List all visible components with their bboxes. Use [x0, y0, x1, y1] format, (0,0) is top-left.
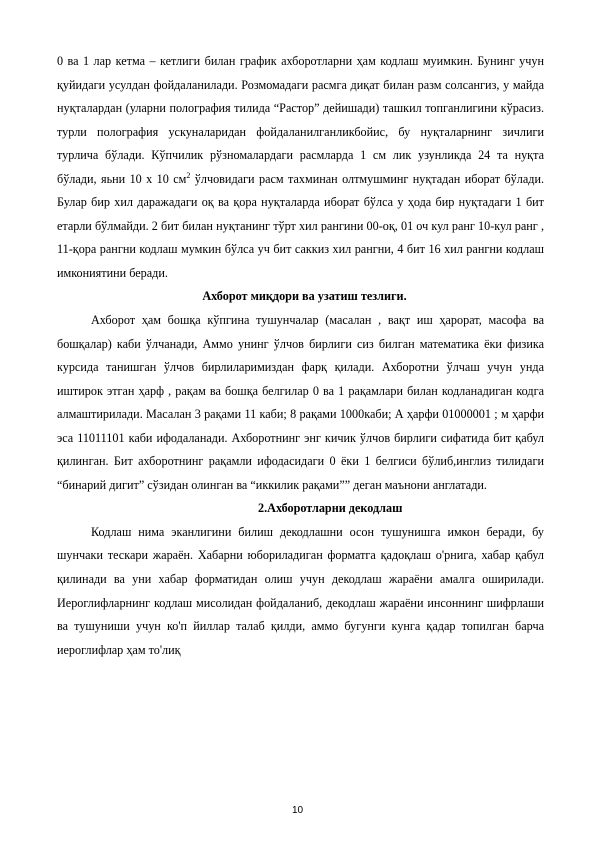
paragraph-graphic-encoding: [57, 50, 544, 285]
page-number: 10: [291, 805, 304, 816]
paragraph-text-continued: ўлчовидаги расм тахминан олтмушминг нуқтадан иборат бўлади. Булар бир хил даражадаги оқ ва қора нуқталарда иборат бўлса у ҳода бир нуқтадаги 1 бит етарли бўлмайди. 2 бит билан нуқтанинг тўрт хил рангини 00-оқ, 01 оч кул ранг 10-кул ранг , 11-қора рангни кодлаш мумкин бўлса уч бит саккиз хил рангни, 4 бит 16 хил рангни кодлаш имкониятини беради.: [57, 171, 545, 280]
section-heading-information-quantity: Ахборот миқдори ва узатиш тезлиги.: [202, 289, 407, 304]
document-page: [57, 50, 544, 662]
section-heading-decoding: 2.Ахборотларни декодлаш: [258, 501, 403, 516]
paragraph-text: 0 ва 1 лар кетма – кетлиги билан график ахборотларни ҳам кодлаш муимкин. Бунинг учун қуйидаги усулдан фойдаланилади. Розмомадаги расмга диқат билан разм солсангиз, у майда нуқталардан (уларни полография тилида “Растор” дейишади) ташкил топганлигини кўрасиз. турли полография ускуналаридан фойдаланилганликбойис, бу нуқталарнинг зичлиги турлича бўлади. Кўпчилик рўзномалардаги расмларда 1 см лик узунликда 24 та нуқта бўлади, яьни 10 х 10 см: [57, 54, 544, 186]
paragraph-information-measurement: Ахборот ҳам бошқа кўпгина тушунчалар (масалан , вақт иш ҳарорат, масофа ва бошқалар) каби ўлчанади, Аммо унинг ўлчов бирлиги сиз билган математика ёки физика курсида танишган ўлчов бирлилаpимиздан фарқ қилади. Ахборотни ўлчаш учун унда иштирок этган ҳарф , рақам ва бошқа белгилар 0 ва 1 рақамлари билан кодланадиган кодга алмаштирилади. Масалан 3 рақами 11 каби; 8 рақами 1000каби; А ҳарфи 01000001 ; м ҳарфи эса 11011101 каби ифодаланади. Ахборотнинг энг кичик ўлчов бирлиги сифатида бит қабул қилинган. Бит ахборотнинг рақамли ифодасидаги 0 ёки 1 белгиси бўлиб,инглиз тилидаги “бинарий дигит” сўзидан олинган ва “иккилик рақами”” деган маънони англатади.: [57, 313, 544, 492]
superscript-two: 2: [186, 170, 191, 180]
paragraph-decoding: Кодлаш нима эканлигини билиш декодлашни осон тушунишга имкон беради, бу шунчаки тескари жараён. Хабарни юбориладиган форматга қадоқлаш o'рнига, хабар қабул қилинади ва уни хабар форматидан олиш учун декодлаш жараёни амалга оширилади. Иероглифларнинг кодлаш мисолидан фойдаланиб, декодлаш жараёни инсоннинг шифрлаши ва тушуниши учун ко'п йиллар талаб қилди, аммо бугунги кунга қадар топилган барча иероглифлар ҳам то'лиқ: [57, 524, 544, 657]
